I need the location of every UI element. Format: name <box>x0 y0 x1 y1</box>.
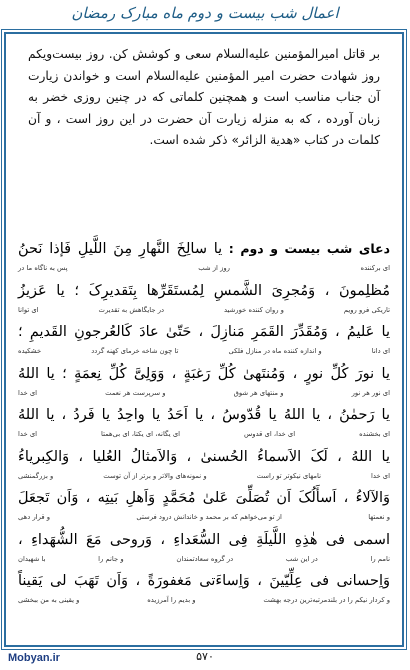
arabic-text: وَاِحسانی فی عِلِّیّینَ ، وَاِساءَتی مَغفورَةً ، وَاَن تَهَبَ لی یَقیناً <box>18 573 390 589</box>
translation-segment: و سرپرست هر نعمت <box>105 388 166 397</box>
translation-line <box>18 347 390 355</box>
translation-segment: در گروه سعادتمندان <box>176 554 234 563</box>
translation-line <box>18 596 390 604</box>
translation-segment: نامهای نیکوتر تو راست <box>256 471 321 480</box>
translation-segment: و قرار دهی <box>18 513 51 521</box>
translation-line <box>18 472 390 480</box>
translation-segment: ای توانا <box>18 305 39 314</box>
translation-segment: از تو می‌خواهم که بر محمد و خاندانش درود فرستی <box>136 513 282 521</box>
prayer-line <box>18 532 390 548</box>
translation-segment: ای بخشنده <box>359 430 390 438</box>
prayer-line <box>18 324 390 340</box>
translation-segment: ای دانا <box>371 347 390 355</box>
translation-segment: و نعمتها <box>368 513 390 521</box>
translation-segment: ای خدا، ای قدوس <box>243 430 296 438</box>
translation-segment: ای خدا <box>18 388 38 397</box>
intro-paragraph <box>28 44 380 152</box>
translation-segment: با شهیدان <box>18 554 46 563</box>
translation-segment: در این شب <box>285 554 318 563</box>
arabic-text: وَالآلاءُ ، اَسأَلُکَ اَن تُصَلِّیَ عَلیٰ مُحَمَّدٍ وَاَهلِ بَیتِه ، وَاَن تَجعَلَ <box>18 490 390 506</box>
translation-segment: روز از شب <box>198 264 230 272</box>
translation-segment: ای برکننده <box>360 264 390 272</box>
arabic-text: یا عَلیمُ ، وَمُقَدِّرَ القَمَرِ مَنازِلَ ، حَتّیٰ عادَ کَالعُرجونِ القَدیمِ ؛ <box>18 324 390 340</box>
prayer-line <box>18 573 390 589</box>
translation-line <box>18 306 390 314</box>
translation-segment: و بزرگمنشی <box>18 471 54 480</box>
translation-segment: تاریکی فرو رویم <box>343 305 390 314</box>
prayer-line <box>18 283 390 299</box>
translation-segment: و جانم را <box>98 554 124 563</box>
translation-line <box>18 513 390 521</box>
translation-segment: ای نور هر نور <box>351 388 390 397</box>
translation-segment: ای خدا <box>370 471 390 480</box>
page-title: اعمال شب بیست و دوم ماه مبارک رمضان <box>71 4 339 22</box>
translation-segment: ای یگانه، ای یکتا، ای بی‌همتا <box>101 430 181 438</box>
translation-segment: خشکیده <box>18 347 42 355</box>
prayer-line <box>18 366 390 382</box>
page-number: ۵۷۰ <box>196 650 214 663</box>
arabic-text: مُظلِمونَ ، وَمُجرِیَ الشَّمسِ لِمُستَقَرِّها بِتَقدیرِکَ ؛ یا عَزیزُ <box>18 282 390 299</box>
prayer-line <box>18 241 390 257</box>
translation-segment: و بدیم را آمرزیده <box>147 596 196 604</box>
site-watermark: Mobyan.ir <box>8 652 60 664</box>
arabic-text: اسمی فی هٰذِهِ اللَّیلَةِ فِی السُّعَداءِ ، وَروحی مَعَ الشُّهَداءِ ، <box>18 531 390 548</box>
prayer-lead: دعای شب بیست و دوم : <box>222 241 391 256</box>
translation-line <box>18 555 390 563</box>
translation-segment: نامم را <box>370 554 390 563</box>
translation-line <box>18 430 390 438</box>
prayer-line <box>18 449 390 465</box>
translation-segment: پس به ناگاه ما در <box>18 264 68 272</box>
arabic-text: یا اللهُ ، لَکَ الاَسماءُ الحُسنیٰ ، وَالاَمثالُ العُلیا ، وَالکِبریاءُ <box>18 448 390 465</box>
translation-segment: و منتهای هر شوق <box>233 388 284 397</box>
translation-segment: و نمونه‌های والاتر و برتر از آن توست <box>103 471 207 480</box>
prayer-line <box>18 407 390 423</box>
translation-segment: و اندازه کننده ماه در منازل فلکی <box>228 347 322 355</box>
translation-line <box>18 389 390 397</box>
translation-line <box>18 264 390 272</box>
prayer-line <box>18 490 390 506</box>
arabic-text: یا سالِخَ النَّهارِ مِنَ اللَّیلِ فَإذا نَحنُ <box>18 241 223 257</box>
translation-segment: و روان کننده خورشید <box>223 305 284 314</box>
content-frame <box>4 32 404 647</box>
translation-segment: ای خدا <box>18 430 38 438</box>
translation-segment: تا چون شاخه خرمای کهنه گردد <box>91 347 179 355</box>
translation-segment: و یقینی به من ببخشی <box>18 596 80 604</box>
translation-segment: و کردار نیکم را در بلندمرتبه‌ترین درجه بهشت <box>263 596 390 604</box>
arabic-text: یا نورَ کُلِّ نورٍ ، وَمُنتَهیٰ کُلِّ رَغبَةٍ ، وَوَلِیَّ کُلِّ نِعمَةٍ ؛ یا اللهُ <box>18 365 390 382</box>
intro-text: بر قاتل امیرالمؤمنین علیه‌السلام سعی و کوشش کن. روز بیست‌ویکم روز شهادت حضرت امیر المؤمنین علیه‌السلام است و خواندن زیارت آن جناب مناسب است و همچنین کلماتی که در چنین روزی خضر به زبان آورده ، که به منزله زیارت آن حضرت در این روز است ، و آن کلمات در کتاب «هدیة الزائر» ذکر شده است. <box>28 47 380 147</box>
translation-segment: در جایگاهش به تقدیرت <box>98 305 165 314</box>
arabic-text: یا رَحمٰنُ ، یا اللهُ یا قُدّوسُ ، یا اَحَدُ یا واحِدُ یا فَردُ ، یا اللهُ <box>18 407 390 423</box>
